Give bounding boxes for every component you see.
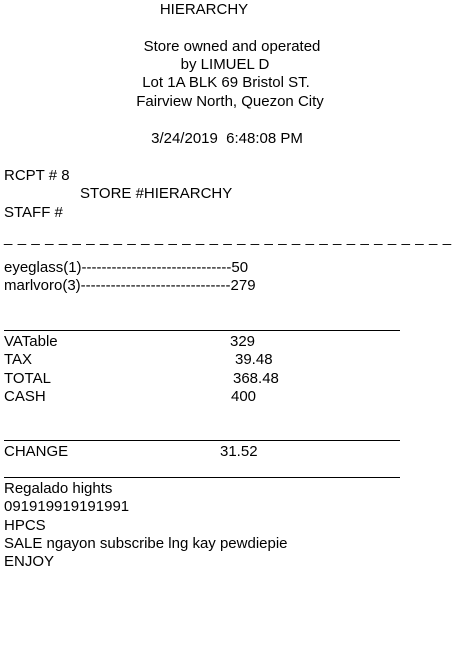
store-address-line1: Lot 1A BLK 69 Bristol ST. xyxy=(142,74,310,91)
store-address-line2: Fairview North, Quezon City xyxy=(136,93,324,110)
receipt-datetime: 3/24/2019 6:48:08 PM xyxy=(151,130,303,147)
store-name: STORE #HIERARCHY xyxy=(80,185,233,202)
cash-value: 400 xyxy=(231,388,257,405)
change-value: 31.52 xyxy=(220,443,258,460)
store-owner-line: Store owned and operated xyxy=(143,38,321,55)
receipt-number: RCPT # 8 xyxy=(4,167,70,184)
footer-line: Regalado hights xyxy=(4,480,113,497)
divider xyxy=(4,440,400,441)
receipt-title: HIERARCHY xyxy=(159,1,249,18)
total-value: 368.48 xyxy=(233,370,279,387)
total-label: TOTAL xyxy=(4,370,51,387)
staff-label: STAFF # xyxy=(4,204,63,221)
cash-label: CASH xyxy=(4,388,46,405)
divider xyxy=(4,330,400,331)
footer-line: SALE ngayon subscribe lng kay pewdiepie xyxy=(4,535,288,552)
vatable-label: VATable xyxy=(4,333,58,350)
tax-value: 39.48 xyxy=(235,351,273,368)
line-item: marlvoro(3)------------------------------279 xyxy=(4,277,256,294)
tax-label: TAX xyxy=(4,351,33,368)
store-owner-name: by LIMUEL D xyxy=(180,56,270,73)
line-item: eyeglass(1)------------------------------50 xyxy=(4,259,249,276)
footer-line: ENJOY xyxy=(4,553,55,570)
footer-line: 091919919191991 xyxy=(4,498,130,515)
dashed-separator: _ _ _ _ _ _ _ _ _ _ _ _ _ _ _ _ _ _ _ _ _ _ _ _ _ _ _ _ _ _ _ _ _ xyxy=(4,229,452,246)
vatable-value: 329 xyxy=(230,333,256,350)
footer-line: HPCS xyxy=(4,517,46,534)
divider xyxy=(4,477,400,478)
change-label: CHANGE xyxy=(4,443,69,460)
